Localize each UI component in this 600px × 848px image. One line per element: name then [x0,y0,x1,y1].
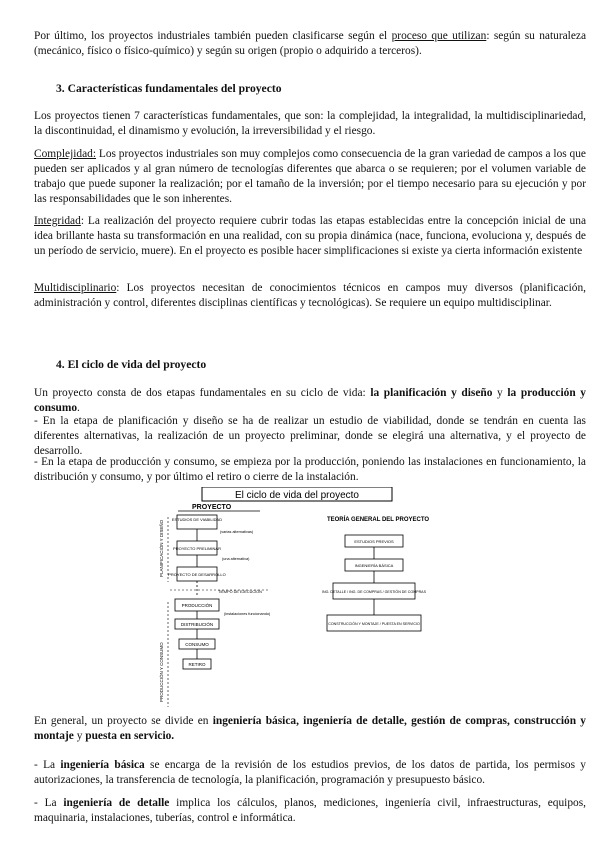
planning-paragraph: - En la etapa de planificación y diseño se ha de realizar un estudio de viabilidad, donde se tendrán en cuenta las diferentes alternativas, la realización de un proyecto preliminar, donde se elegirá una alternativa, y el proyecto de desarrollo. [34,415,586,457]
diagram-title: El ciclo de vida del proyecto [235,490,359,501]
intro-underlined-term: proceso que utilizan [391,30,487,42]
note-alternativas: (varias alternativas) [220,530,254,534]
complejidad-text: Los proyectos industriales son muy complejos como consecuencia de la gran variedad de campos a los que pueden ser aplicados y al gran número de tecnologías diferentes que abarca o se requieren; por el volumen variable de trabajo que puede suponer la realización; por el tamaño de la inversión; por el tiempo necesario para su ejecución y por las responsabilidades que le son inherentes. [34,148,586,205]
intro-paragraph [34,29,586,59]
production-paragraph: - En la etapa de producción y consumo, se empieza por la producción, poniendo las instalaciones en funcionamiento, la distribución y consumo, y por último el retiro o cierre de la instalación. [34,456,586,483]
right-box-construccion: CONSTRUCCIÓN Y MONTAJE / PUESTA EN SERVICIO [328,622,420,626]
integridad-paragraph [34,214,586,259]
box-distribucion: DISTRIBUCIÓN [180,622,214,627]
box-retiro: RETIRO [188,662,206,667]
side-label-planning: PLANIFICACIÓN Y DISEÑO [159,519,164,577]
engineering-connector: y [73,730,86,742]
intro-text: Por último, los proyectos industriales también pueden clasificarse según el [34,30,392,42]
engineering-division-paragraph [34,714,586,744]
engineering-bold-phases: ingeniería básica, ingeniería de detalle, gestión de compras, construcción y montaje [34,715,586,742]
lifecycle-text: Un proyecto consta de dos etapas fundamentales en su ciclo de vida: [34,387,371,399]
engineering-bold-final: puesta en servicio. [85,730,175,742]
lifecycle-paragraph [34,386,586,416]
svg-text:TEORÍA GENERAL DEL PROYECTO [327,515,429,523]
lifecycle-end: . [77,402,80,414]
box-viabilidad: ESTUDIOS DE VIABILIDAD [171,517,223,522]
note-una: (una alternativa) [222,557,250,561]
right-header: TEORÍA GENERAL DEL PROYECTO [326,517,430,523]
lifecycle-bold-1: la planificación y diseño [370,387,493,399]
side-label-production: PRODUCCIÓN Y CONSUMO [159,642,164,702]
multidisciplinario-paragraph [34,281,586,311]
right-box-estudios: ESTUDIOS PREVIOS [354,539,394,544]
complejidad-term: Complejidad: [34,148,97,160]
section-4-heading: 4. El ciclo de vida del proyecto [56,358,207,371]
lifecycle-connector: y [492,387,508,399]
right-box-detalle: ING. DETALLE / ING. DE COMPRAS / GESTIÓN DE COMPRAS [322,590,426,594]
right-box-basica: INGENIERÍA BÁSICA [354,563,394,568]
basic-prefix: - La [34,759,61,771]
characteristics-summary: Los proyectos tienen 7 características fundamentales, que son: la complejidad, la integralidad, la multidisciplinariedad, la discontinuidad, el dinamismo y evolución, la irreversibilidad y el riesgo. [34,110,586,137]
intro-text-end: : según su naturaleza (mecánico, físico o físico-químico) y según su origen (propio o adquirido a terceros). [34,30,587,57]
note-instalaciones: (instalaciones funcionando) [224,612,271,616]
detail-term: ingeniería de detalle [63,797,170,809]
detail-text: implica los cálculos, planos, mediciones, ingeniería civil, infraestructuras, equipos, maquinaria, instalaciones, tuberías, control e informática. [34,797,586,824]
box-desarrollo: PROYECTO DE DESARROLLO [168,572,226,577]
detail-engineering-paragraph [34,796,586,826]
multidisciplinario-text: : Los proyectos necesitan de conocimientos técnicos en campos muy diversos (planificación, administración y control, diferentes disciplinas científicas y tecnológicas). Se requiere un equipo multidisciplinar. [34,282,586,309]
multidisciplinario-term: Multidisciplinario [34,282,117,294]
left-header: PROYECTO [192,504,232,511]
basic-text: se encarga de la revisión de los estudios previos, de los datos de partida, los permisos y autorizaciones, la transferencia de tecnología, la planificación, programación y presupuesto básico. [34,759,586,786]
lifecycle-bold-2: la producción y consumo [34,387,586,414]
section-3-heading: 3. Características fundamentales del proyecto [56,82,282,95]
complejidad-paragraph [34,147,586,207]
detail-prefix: - La [34,797,64,809]
box-consumo: CONSUMO [185,642,209,647]
basic-engineering-paragraph [34,758,586,788]
basic-term: ingeniería básica [60,759,145,771]
note-tiempo: TIEMPO DE EJECUCIÓN [218,590,262,594]
box-preliminar: PROYECTO PRELIMINAR [173,546,221,551]
integridad-text: : La realización del proyecto requiere cubrir todas las etapas establecidas entre la concepción inicial de una idea brillante hasta su transformación en una realidad, con su propia dinámica (nace, funciona, evoluciona y, después de un período de servicio, muere). En el proyecto es posible hacer simplificaciones si existe ya cierta información existente [34,215,586,257]
engineering-text: En general, un proyecto se divide en [34,715,213,727]
lifecycle-diagram [150,487,450,717]
integridad-term: Integridad [34,215,81,227]
box-produccion: PRODUCCIÓN [181,603,213,608]
